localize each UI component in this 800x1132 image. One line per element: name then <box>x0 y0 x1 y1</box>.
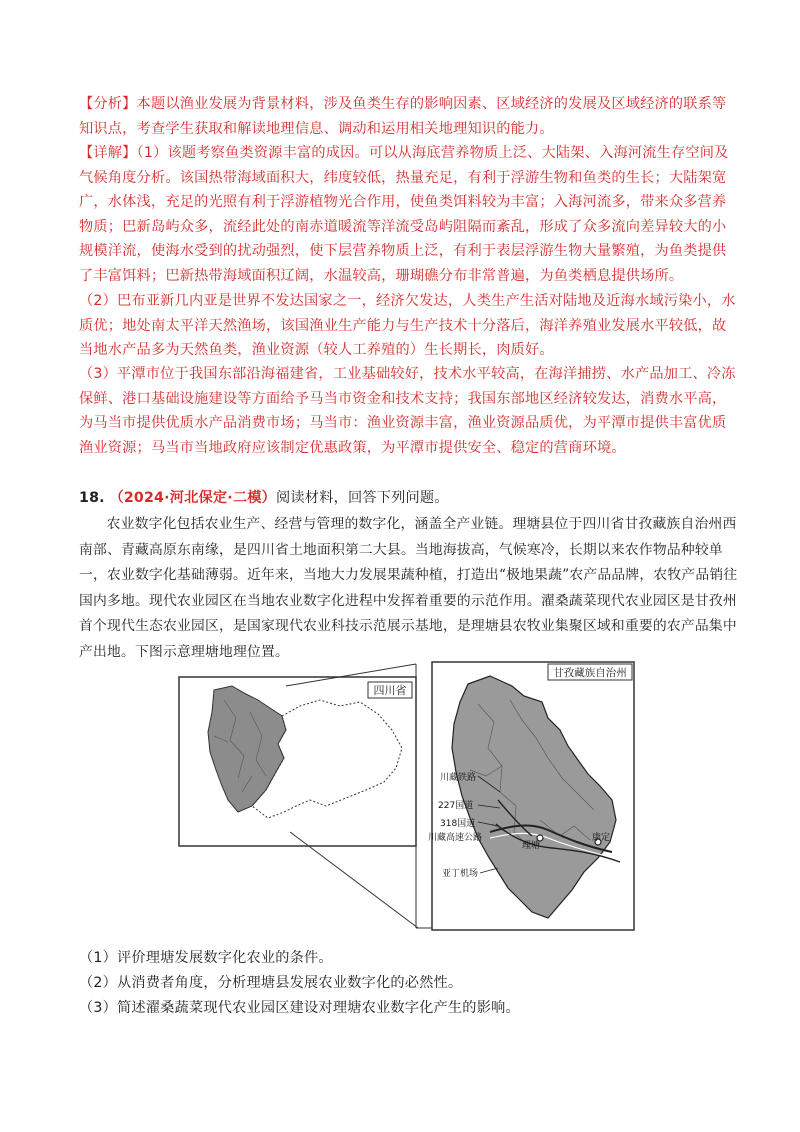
sichuan-map-title: 四川省 <box>373 684 407 697</box>
ganzi-map-title: 甘孜藏族自治州 <box>553 667 627 679</box>
detail-paragraph-1: 【详解】（1）该题考察鱼类资源丰富的成因。可以从海底营养物质上泛、大陆架、入海河流生存空间及气候角度分析。该国热带海域面积大，纬度较低，热量充足，有利于浮游生物和鱼类的生长；大陆架宽广，水体浅，充足的光照有利于浮游植物光合作用，使鱼类饵料较为丰富；入海河流多，带来众多营养物质；巴新岛屿众多，流经此处的南赤道暖流等洋流受岛屿阻隔而紊乱，形成了众多流向差异较大的小规模洋流，使海水受到的扰动强烈，使下层营养物质上泛，有利于表层浮游生物大量繁殖，为鱼类提供了丰富饵料；巴新热带海域面积辽阔，水温较高，珊瑚礁分布非常普遍，为鱼类栖息提供场所。 <box>79 145 729 284</box>
kangding-label: 康定 <box>592 833 611 843</box>
question-prompt: 阅读材料，回答下列问题。 <box>276 490 449 506</box>
sub-question-1: （1）评价理塘发展数字化农业的条件。 <box>79 950 333 966</box>
g227-label: 227国道 <box>438 801 474 811</box>
question-number: 18. <box>79 490 105 506</box>
airport-label: 亚丁机场 <box>442 869 479 879</box>
g318-label: 318国道 <box>440 819 476 829</box>
railway-label: 川藏铁路 <box>440 773 477 783</box>
question-source: （2024·河北保定·二模） <box>109 490 277 506</box>
detail-paragraph-3: （3）平潭市位于我国东部沿海福建省，工业基础较好，技术水平较高，在海洋捕捞、水产品加工、冷冻保鲜、港口基础设施建设等方面给予马当市资金和技术支持；我国东部地区经济较发达，消费水平高，为马当市提供优质水产品消费市场；马当市：渔业资源丰富，渔业资源品质优，为平潭市提供丰富优质渔业资源；马当市当地政府应该制定优惠政策，为平潭市提供安全、稳定的营商环境。 <box>79 366 736 456</box>
sub-question-3: （3）简述濯桑蔬菜现代农业园区建设对理塘农业数字化产生的影响。 <box>79 1000 520 1016</box>
analysis-paragraph: 【分析】本题以渔业发展为背景材料，涉及鱼类生存的影响因素、区域经济的发展及区域经济的联系等知识点，考查学生获取和解读地理信息、调动和运用相关地理知识的能力。 <box>79 96 727 137</box>
sub-question-2: （2）从消费者角度，分析理塘县发展农业数字化的必然性。 <box>79 975 463 991</box>
material-paragraph: 农业数字化包括农业生产、经营与管理的数字化，涵盖全产业链。理塘县位于四川省甘孜藏族自治州西南部、青藏高原东南缘，是四川省土地面积第二大县。当地海拔高，气候寒冷，长期以来农作物品种较单一，农业数字化基础薄弱。近年来，当地大力发展果蔬种植，打造出“极地果蔬”农产品品牌，农牧产品销往国内多地。现代农业园区在当地农业数字化进程中发挥着重要的示范作用。濯桑蔬菜现代农业园区是甘孜州首个现代生态农业园区，是国家现代农业科技示范展示基地，是理塘县农牧业集聚区域和重要的农产品集中产出地。下图示意理塘地理位置。 <box>79 516 738 660</box>
litang-label: 理塘 <box>522 841 541 851</box>
detail-paragraph-2: （2）巴布亚新几内亚是世界不发达国家之一，经济欠发达，人类生产生活对陆地及近海水域污染小，水质优；地处南太平洋天然渔场，该国渔业生产能力与生产技术十分落后，海洋养殖业发展水平较低，故当地水产品多为天然鱼类，渔业资源（较人工养殖的）生长期长，肉质好。 <box>79 293 736 359</box>
expressway-label: 川藏高速公路 <box>428 833 483 843</box>
